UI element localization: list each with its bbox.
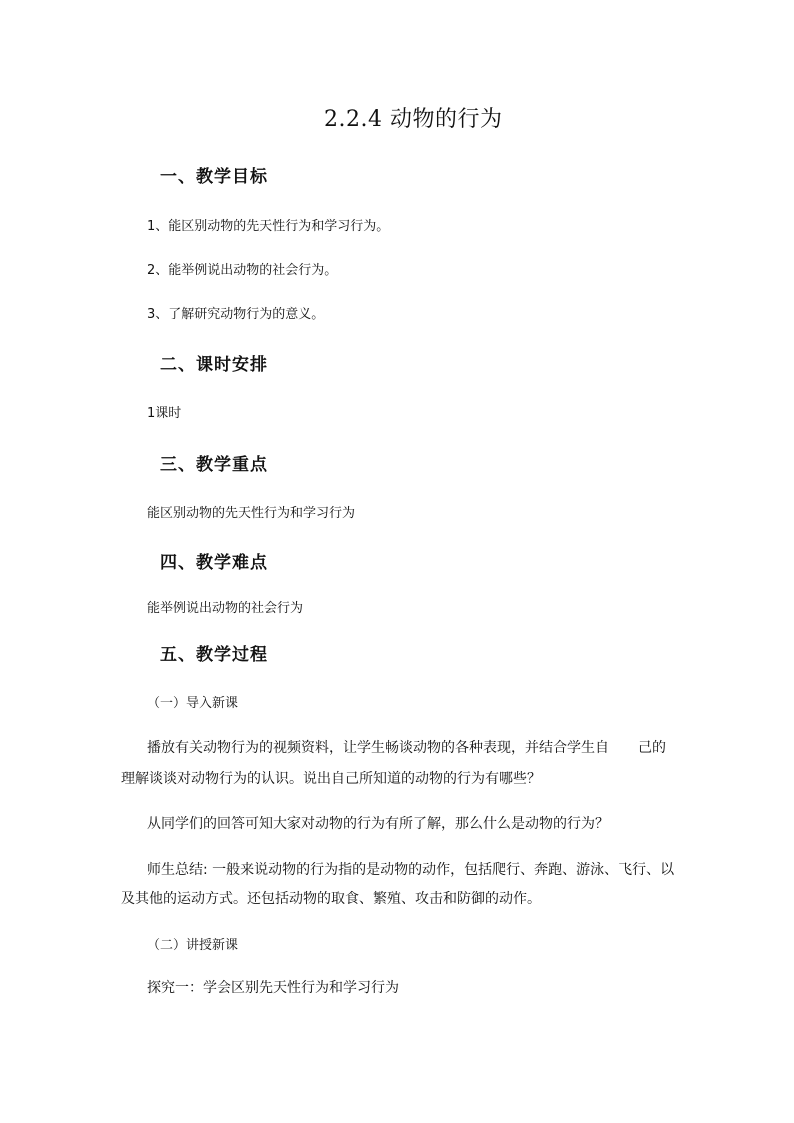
objective-item: 2、能举例说出动物的社会行为。 — [147, 263, 338, 278]
key-points-text: 能区别动物的先天性行为和学习行为 — [147, 506, 356, 521]
paragraph-line: 从同学们的回答可知大家对动物的行为有所了解，那么什么是动物的行为？ — [147, 816, 609, 832]
section-heading-objectives: 一、教学目标 — [160, 167, 268, 187]
paragraph-line: 己的 — [638, 740, 666, 756]
section-heading-schedule: 二、课时安排 — [160, 355, 268, 375]
paragraph-line: 师生总结: 一般来说动物的行为指的是动物的动作，包括爬行、奔跑、游泳、飞行、以 — [147, 862, 675, 878]
subsection-heading-new-lesson: （二）讲授新课 — [147, 938, 239, 953]
section-heading-key-points: 三、教学重点 — [160, 455, 268, 475]
difficulties-text: 能举例说出动物的社会行为 — [147, 601, 304, 616]
objective-item: 1、能区别动物的先天性行为和学习行为。 — [147, 219, 390, 234]
objective-item: 3、了解研究动物行为的意义。 — [147, 307, 325, 322]
paragraph-line: 探究一：学会区别先天性行为和学习行为 — [147, 980, 399, 996]
subsection-heading-intro: （一）导入新课 — [147, 696, 239, 711]
paragraph-line: 及其他的运动方式。还包括动物的取食、繁殖、攻击和防御的动作。 — [121, 891, 541, 907]
document-title: 2.2.4 动物的行为 — [324, 107, 503, 132]
paragraph-line: 理解谈谈对动物行为的认识。说出自己所知道的动物的行为有哪些？ — [121, 771, 541, 787]
section-heading-difficulties: 四、教学难点 — [160, 553, 268, 573]
section-heading-process: 五、教学过程 — [160, 645, 268, 665]
schedule-text: 1课时 — [147, 406, 182, 421]
paragraph-line: 播放有关动物行为的视频资料，让学生畅谈动物的各种表现，并结合学生自 — [147, 740, 609, 756]
